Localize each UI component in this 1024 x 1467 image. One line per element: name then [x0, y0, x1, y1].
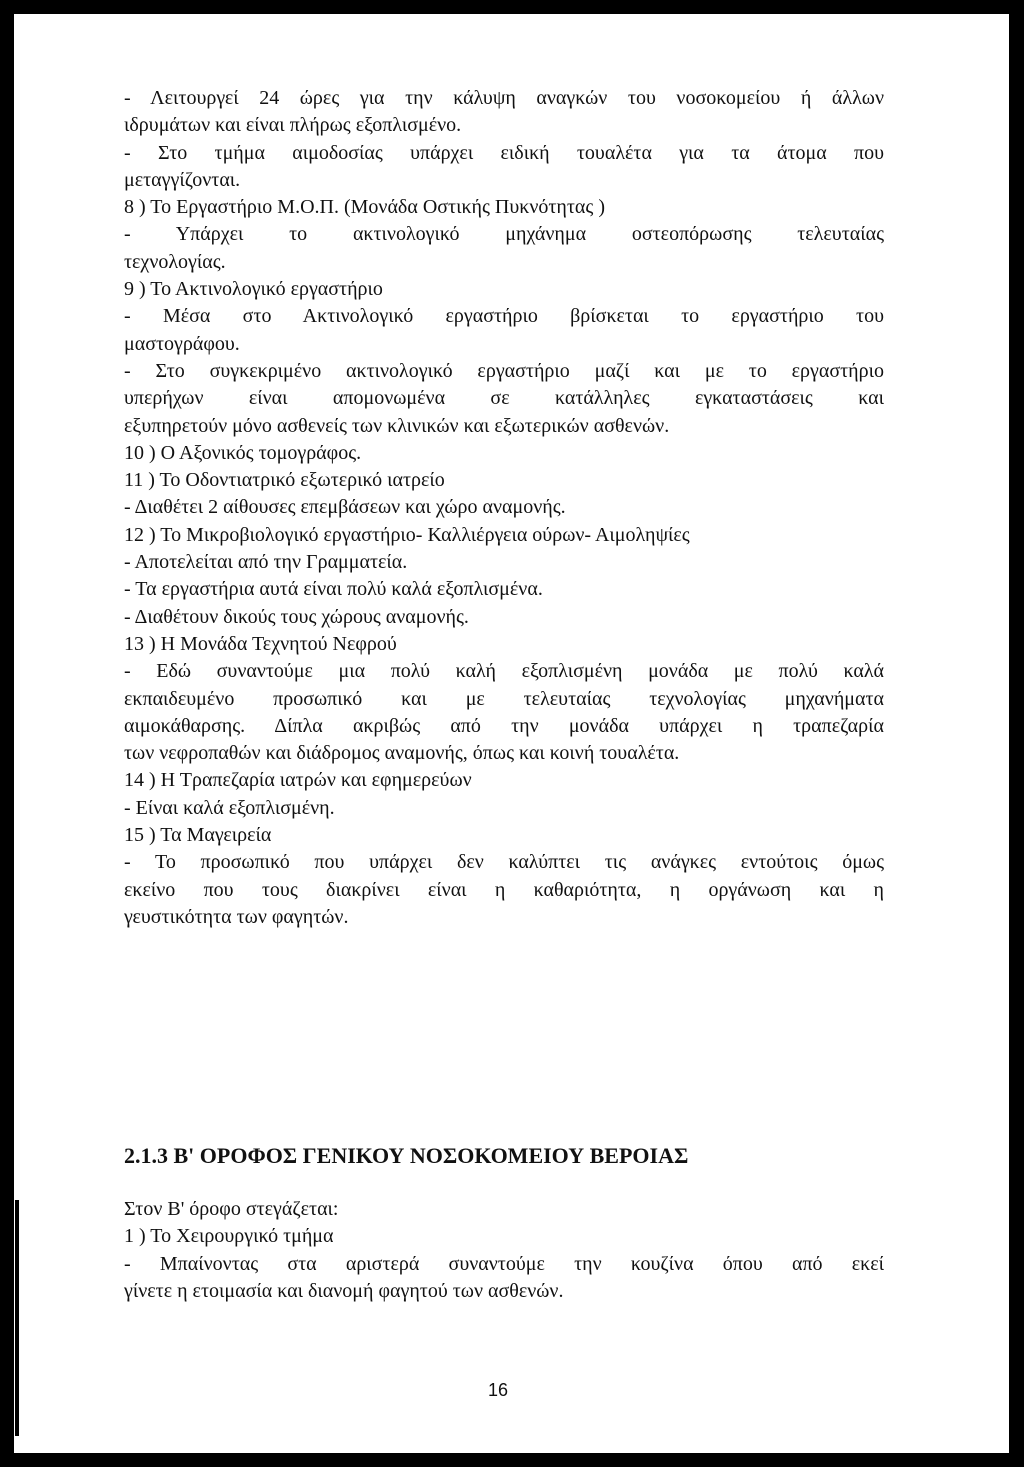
- text-line: - Υπάρχει το ακτινολογικό μηχάνημα οστεοπόρωσης τελευταίας: [124, 223, 884, 246]
- text-line: αιμοκάθαρσης. Δίπλα ακριβώς από την μονάδα υπάρχει η τραπεζαρία: [124, 714, 884, 737]
- body-text-top: [124, 85, 884, 931]
- text-line: - Είναι καλά εξοπλισμένη.: [124, 796, 335, 819]
- body-text-bottom: [124, 1196, 884, 1305]
- scan-margin-bar: [15, 1200, 19, 1436]
- section-heading: 2.1.3 Β' ΟΡΟΦΟΣ ΓΕΝΙΚΟΥ ΝΟΣΟΚΟΜΕΙΟΥ ΒΕΡΟΙΑΣ: [124, 1143, 689, 1168]
- text-line: - Στο συγκεκριμένο ακτινολογικό εργαστήριο μαζί και με το εργαστήριο: [124, 359, 884, 382]
- text-line: υπερήχων είναι απομονωμένα σε κατάλληλες εγκαταστάσεις και: [124, 387, 884, 410]
- text-line: 8 ) Το Εργαστήριο Μ.Ο.Π. (Μονάδα Οστικής Πυκνότητας ): [124, 196, 605, 219]
- text-line: μαστογράφου.: [124, 332, 240, 355]
- text-line: 9 ) Το Ακτινολογικό εργαστήριο: [124, 278, 383, 301]
- text-line: - Το προσωπικό που υπάρχει δεν καλύπτει τις ανάγκες εντούτοις όμως: [124, 851, 884, 874]
- text-line: των νεφροπαθών και διάδρομος αναμονής, όπως και κοινή τουαλέτα.: [124, 742, 680, 765]
- text-line: εκπαιδευμένο προσωπικό και με τελευταίας τεχνολογίας μηχανήματα: [124, 687, 884, 710]
- text-line: 14 ) Η Τραπεζαρία ιατρών και εφημερεύων: [124, 769, 472, 792]
- text-line: 10 ) Ο Αξονικός τομογράφος.: [124, 441, 362, 464]
- text-line: - Διαθέτουν δικούς τους χώρους αναμονής.: [124, 605, 469, 628]
- text-line: μεταγγίζονται.: [124, 168, 241, 191]
- text-line: 1 ) Το Χειρουργικό τμήμα: [124, 1225, 334, 1248]
- text-line: 15 ) Τα Μαγειρεία: [124, 824, 272, 847]
- text-line: - Τα εργαστήρια αυτά είναι πολύ καλά εξοπλισμένα.: [124, 578, 543, 601]
- text-line: - Διαθέτει 2 αίθουσες επεμβάσεων και χώρο αναμονής.: [124, 496, 566, 519]
- text-line: 12 ) Το Μικροβιολογικό εργαστήριο- Καλλιέργεια ούρων- Αιμοληψίες: [124, 523, 690, 546]
- text-line: τεχνολογίας.: [124, 250, 226, 273]
- text-line: ιδρυμάτων και είναι πλήρως εξοπλισμένο.: [124, 114, 462, 137]
- text-line: εξυπηρετούν μόνο ασθενείς των κλινικών και εξωτερικών ασθενών.: [124, 414, 670, 437]
- text-line: 11 ) Το Οδοντιατρικό εξωτερικό ιατρείο: [124, 469, 445, 492]
- text-line: - Λειτουργεί 24 ώρες για την κάλυψη αναγκών του νοσοκομείου ή άλλων: [124, 87, 884, 109]
- text-line: εκείνο που τους διακρίνει είναι η καθαριότητα, η οργάνωση και η: [124, 878, 884, 901]
- text-line: - Αποτελείται από την Γραμματεία.: [124, 551, 408, 574]
- text-line: - Μπαίνοντας στα αριστερά συναντούμε την κουζίνα όπου από εκεί: [124, 1252, 884, 1275]
- text-line: 13 ) Η Μονάδα Τεχνητού Νεφρού: [124, 632, 397, 655]
- text-line: - Μέσα στο Ακτινολογικό εργαστήριο βρίσκεται το εργαστήριο του: [124, 305, 884, 328]
- page-number: 16: [488, 1380, 509, 1400]
- text-line: Στον Β' όροφο στεγάζεται:: [124, 1198, 339, 1220]
- text-line: - Στο τμήμα αιμοδοσίας υπάρχει ειδική τουαλέτα για τα άτομα που: [124, 141, 884, 164]
- text-line: - Εδώ συναντούμε μια πολύ καλή εξοπλισμένη μονάδα με πολύ καλά: [124, 660, 884, 683]
- text-line: γευστικότητα των φαγητών.: [124, 905, 349, 928]
- text-line: γίνετε η ετοιμασία και διανομή φαγητού των ασθενών.: [124, 1279, 564, 1302]
